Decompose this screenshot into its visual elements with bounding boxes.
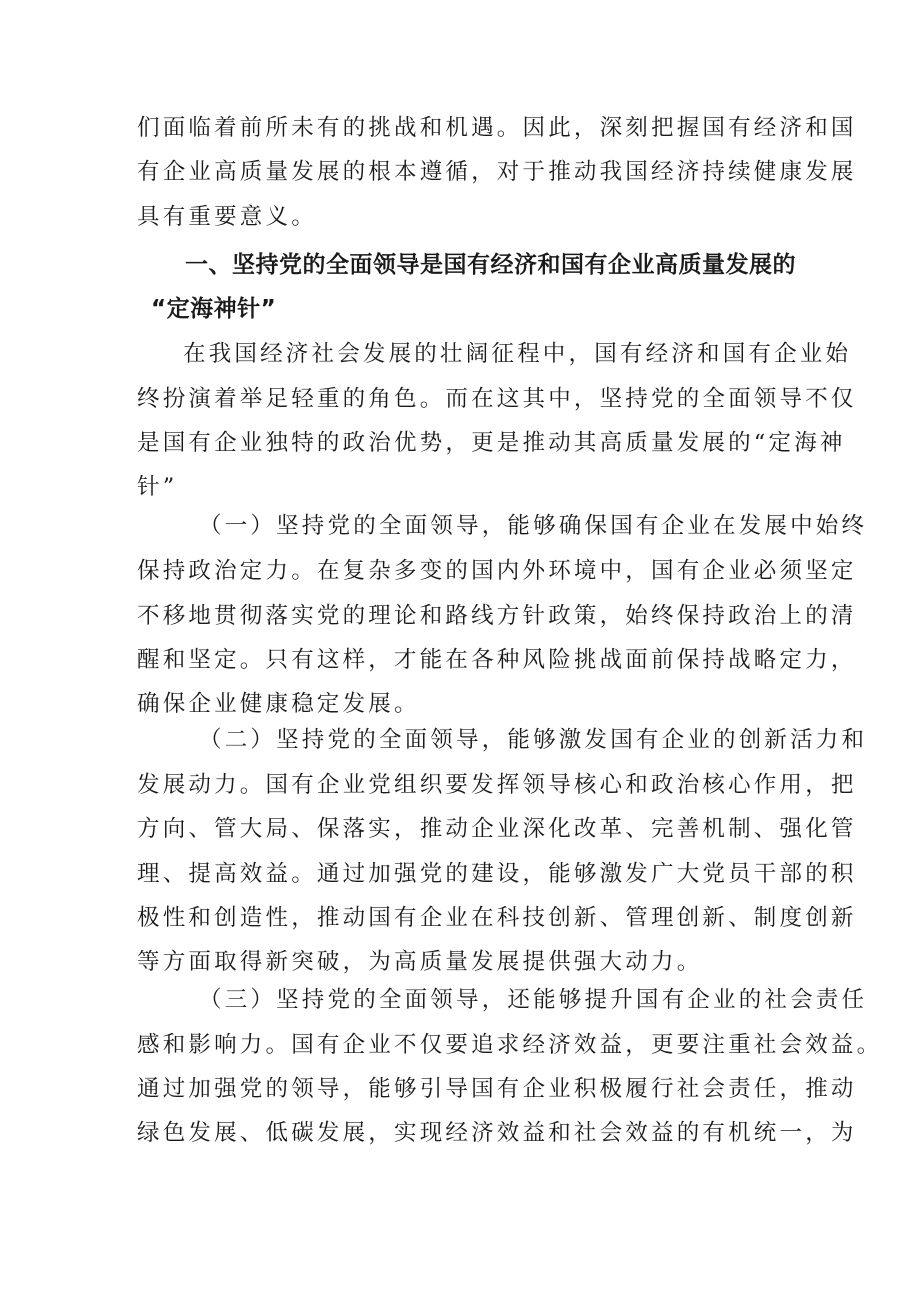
- paragraph-line: 是国有企业独特的政治优势，更是推动其高质量发展的“定海神: [137, 430, 846, 456]
- paragraph-line: 理、提高效益。通过加强党的建设，能够激发广大党员干部的积: [137, 861, 857, 887]
- intro-line: 具有重要意义。: [137, 204, 317, 230]
- paragraph-line: 确保企业健康稳定发展。: [137, 691, 420, 717]
- paragraph-line: 醒和坚定。只有这样，才能在各种风险挑战面前保持战略定力，: [137, 647, 857, 673]
- intro-line: 们面临着前所未有的挑战和机遇。因此，深刻把握国有经济和国: [137, 115, 857, 141]
- paragraph-line: 保持政治定力。在复杂多变的国内外环境中，国有企业必须坚定: [137, 558, 857, 584]
- paragraph-line: 终扮演着举足轻重的角色。而在这其中，坚持党的全面领导不仅: [137, 386, 857, 412]
- paragraph-line: （一）坚持党的全面领导，能够确保国有企业在发展中始终: [199, 513, 868, 539]
- paragraph-line: 不移地贯彻落实党的理论和路线方针政策，始终保持政治上的清: [137, 603, 857, 629]
- paragraph-line: 绿色发展、低碳发展，实现经济效益和社会效益的有机统一，为: [137, 1120, 857, 1146]
- paragraph-line: （三）坚持党的全面领导，还能够提升国有企业的社会责任: [199, 987, 868, 1013]
- paragraph-line: 在我国经济社会发展的壮阔征程中，国有经济和国有企业始: [183, 341, 852, 367]
- paragraph-line: 方向、管大局、保落实，推动企业深化改革、完善机制、强化管: [137, 816, 857, 842]
- paragraph-line: 感和影响力。国有企业不仅要追求经济效益，更要注重社会效益。: [137, 1032, 883, 1058]
- heading-line: “定海神针”: [151, 296, 277, 322]
- paragraph-line: 通过加强党的领导，能够引导国有企业积极履行社会责任，推动: [137, 1076, 857, 1102]
- intro-line: 有企业高质量发展的根本遵循，对于推动我国经济持续健康发展: [137, 159, 857, 185]
- paragraph-line: 针”: [137, 474, 178, 500]
- paragraph-line: 极性和创造性，推动国有企业在科技创新、管理创新、制度创新: [137, 905, 857, 931]
- heading-line: 一、坚持党的全面领导是国有经济和国有企业高质量发展的: [185, 252, 796, 278]
- paragraph-line: 等方面取得新突破，为高质量发展提供强大动力。: [137, 949, 703, 975]
- paragraph-line: 发展动力。国有企业党组织要发挥领导核心和政治核心作用，把: [137, 772, 857, 798]
- paragraph-line: （二）坚持党的全面领导，能够激发国有企业的创新活力和: [199, 727, 868, 753]
